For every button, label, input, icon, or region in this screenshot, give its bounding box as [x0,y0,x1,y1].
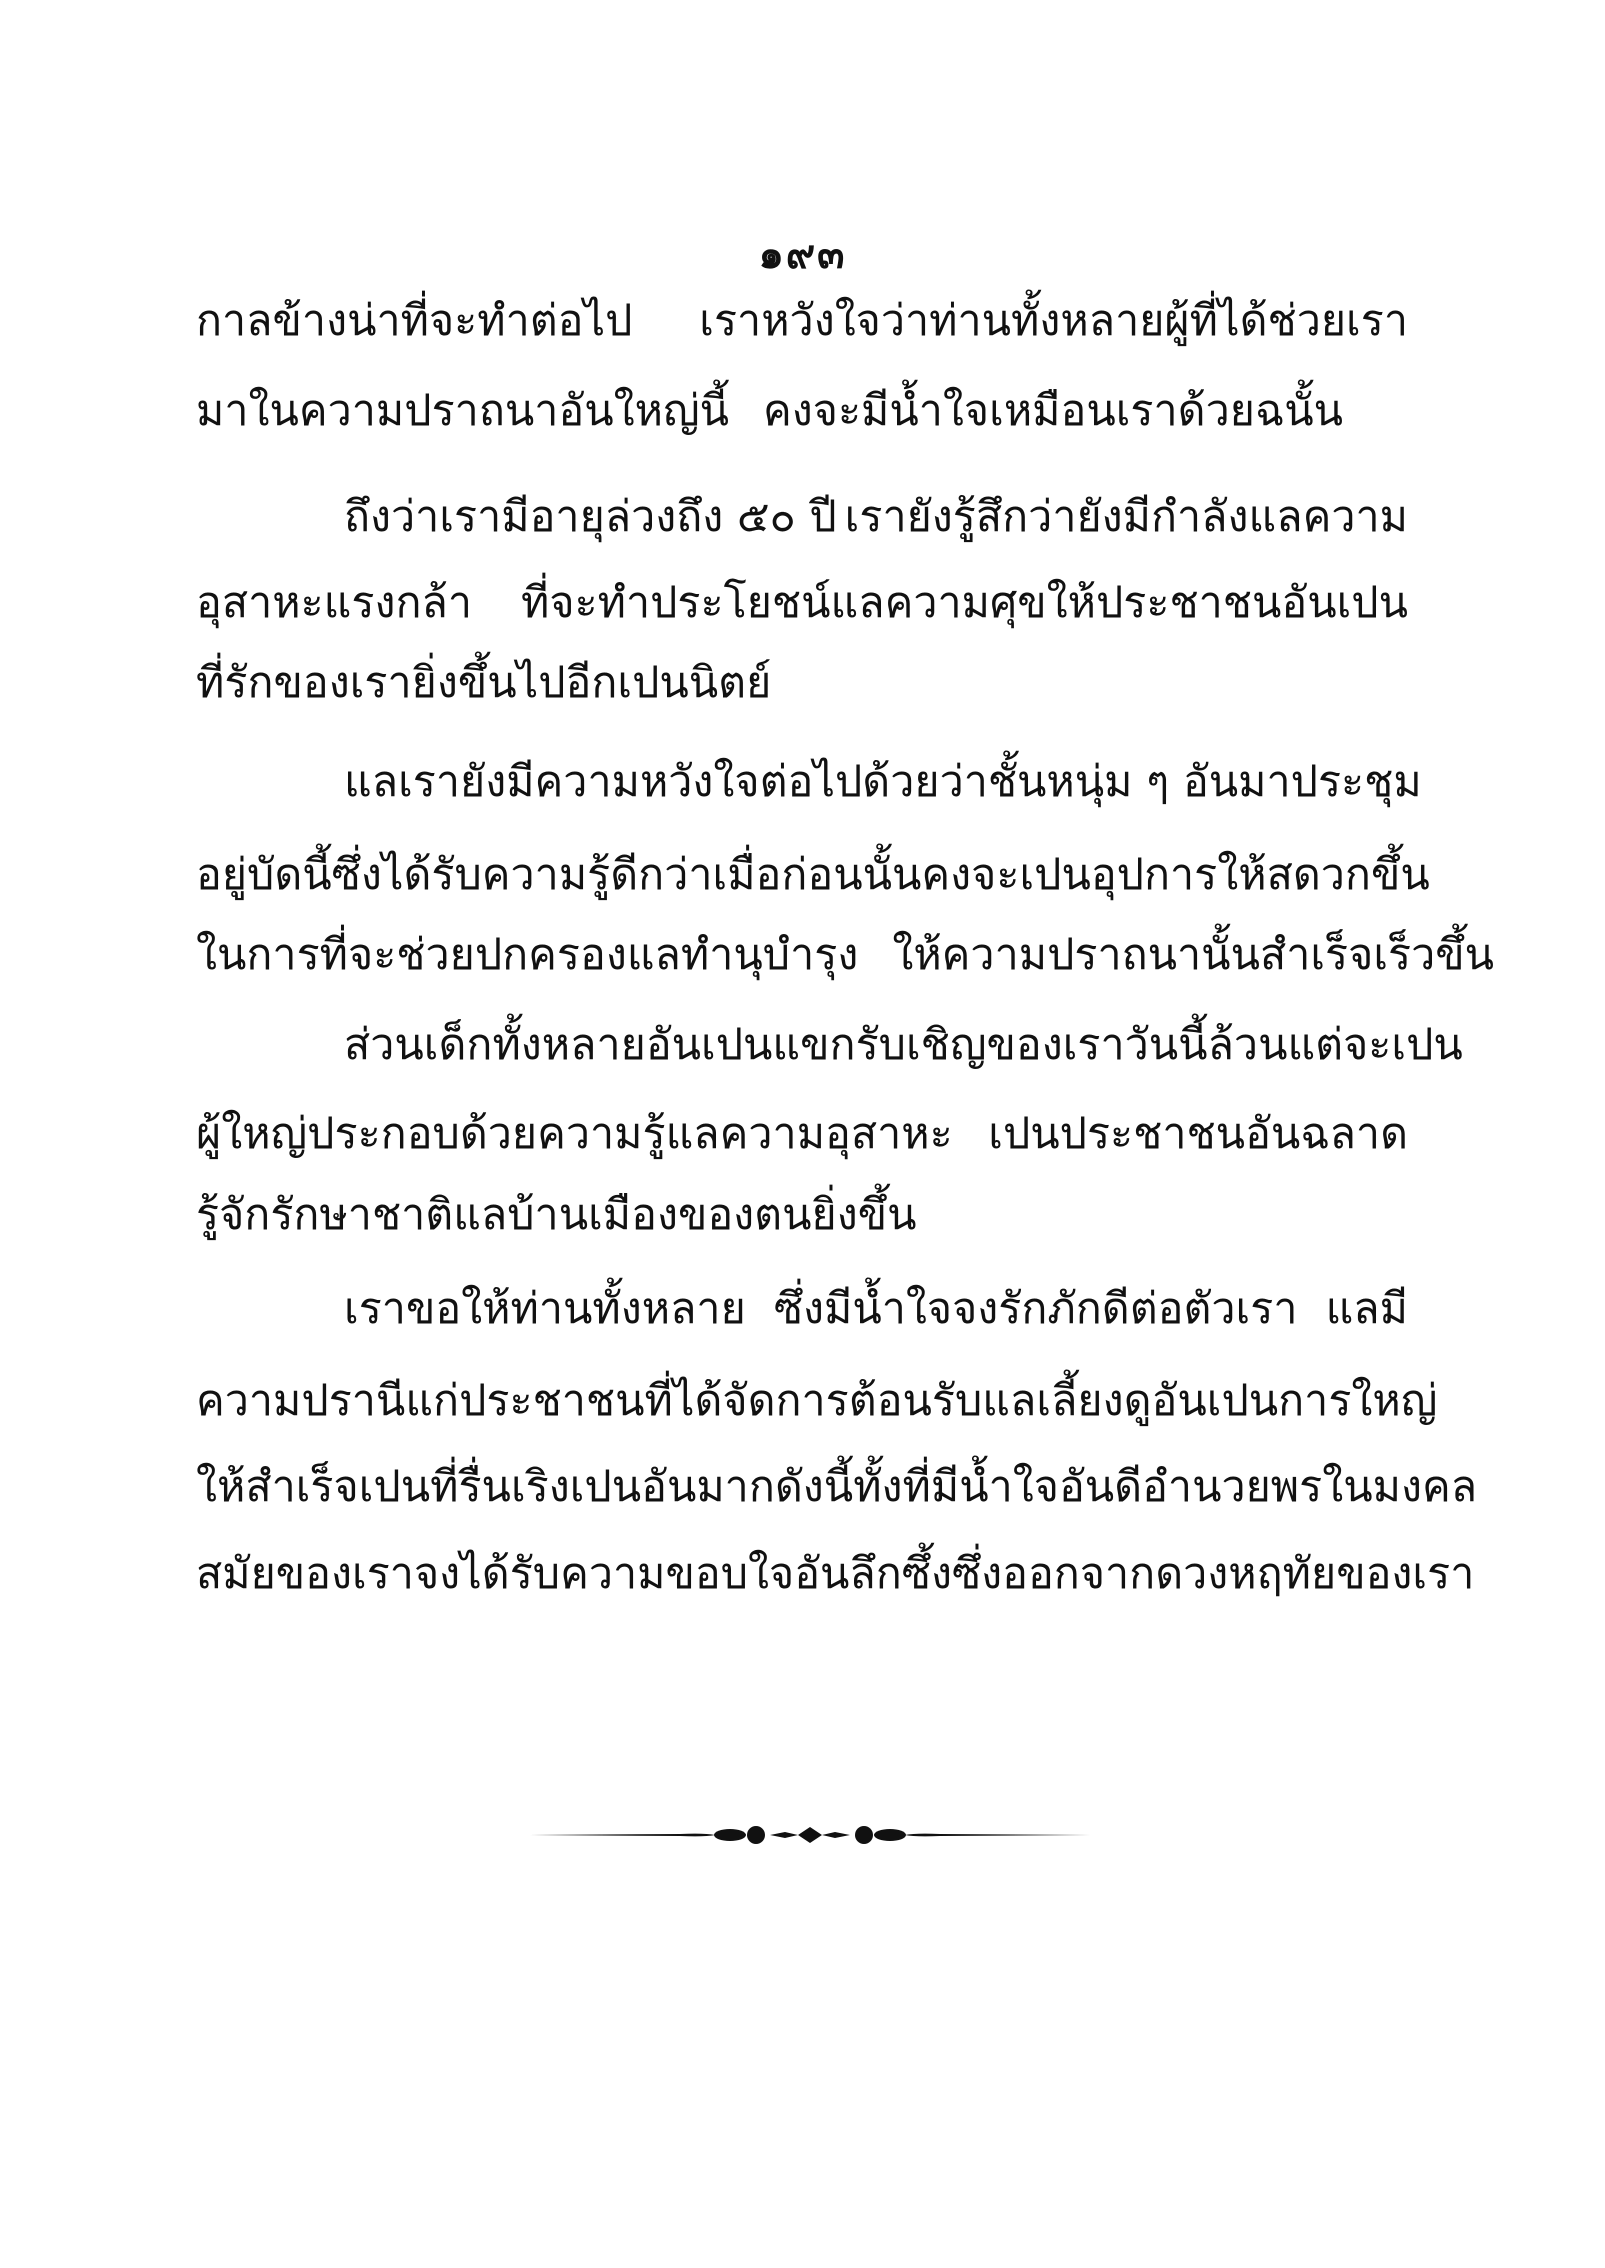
text-segment: ถึงว่าเรามีอายุล่วงถึง ๕๐ ปี [344,492,837,542]
text-segment: จงได้รับความขอบใจอันลึกซึ้งซึ่งออกจากดวงหฤทัยของเรา [413,1549,1475,1599]
text-line [196,1362,1438,1440]
text-segment: ให้สำเร็จเปนที่รื่นเริงเปนอันมากดังนี้ [196,1462,854,1512]
text-segment: ที่จะทำประโยชน์แลความศุขให้ประชาชนอันเปน [521,578,1408,628]
text-segment: ล้วนแต่จะเปน [1207,1020,1463,1070]
text-segment: กาลข้างน่าที่จะทำต่อไป [196,296,633,346]
text-line [196,282,1408,360]
text-segment: ที่รักของเรายิ่งขึ้นไปอีกเปนนิตย์ [196,658,772,708]
text-line [196,1176,1408,1254]
text-segment: ความปรานีแก่ประชาชน [196,1376,645,1426]
text-segment: อยู่บัดนี้ [196,850,332,900]
text-segment: ซึ่งได้รับความรู้ดีกว่าเมื่อก่อนนั้น [331,850,922,900]
text-line [196,1448,1478,1526]
text-segment: คงจะมีน้ำใจเหมือนเราด้วยฉนั้น [763,386,1344,436]
text-segment: เราหวังใจว่าท่านทั้งหลายผู้ที่ได้ช่วยเรา [699,296,1408,346]
text-line [196,1270,1408,1348]
text-line [196,743,1422,821]
text-segment: เปนประชาชนอันฉลาด [988,1109,1408,1159]
text-line [196,478,1408,556]
text-segment: แลเรายังมีความหวังใจต่อไปด้วย [344,757,940,807]
text-segment: ให้ความปราถนานั้นสำเร็จเร็วขึ้น [892,930,1495,980]
text-segment: เราขอให้ท่านทั้งหลาย [344,1284,746,1334]
text-segment: ทั้งที่มีน้ำใจอันดีอำนวยพรในมงคล [853,1462,1478,1512]
text-line [196,836,1430,914]
text-segment: ว่าชั้นหนุ่ม ๆ อันมาประชุม [939,757,1422,807]
text-segment: ในการที่จะช่วยปกครองแลทำนุบำรุง [196,930,859,980]
text-segment: ส่วนเด็กทั้งหลายอันเปนแขกรับเชิญของเราวันนี้ [344,1020,1208,1070]
text-line [196,564,1408,642]
page-number: ๑๙๓ [758,231,847,278]
ornament-divider-icon [530,1822,1090,1848]
text-segment: เรายังรู้สึกว่ายังมีกำลังแลความ [844,492,1408,542]
text-segment: ผู้ใหญ่ประกอบด้วยความรู้แลความอุสาหะ [196,1109,953,1159]
text-segment: มาในความปราถนาอันใหญ่นี้ [196,386,729,436]
text-segment: สมัยของเรา [196,1549,414,1599]
text-segment: ที่ได้จัดการต้อนรับแลเลี้ยงดูอันเปนการใหญ่ [644,1376,1438,1426]
text-line [196,372,1408,450]
text-segment: อุสาหะแรงกล้า [196,578,472,628]
text-line [196,1095,1408,1173]
text-segment: รู้จักรักษาชาติแลบ้านเมืองของตนยิ่งขึ้น [196,1190,917,1240]
text-segment: คงจะเปนอุปการให้สดวกขึ้น [921,850,1430,900]
text-line [196,916,1495,994]
text-line [196,1535,1475,1613]
text-line [196,1006,1463,1084]
text-segment: ซึ่งมีน้ำใจจงรักภักดีต่อตัวเรา [773,1284,1298,1334]
text-segment: แลมี [1325,1284,1408,1334]
text-line [196,644,1408,722]
